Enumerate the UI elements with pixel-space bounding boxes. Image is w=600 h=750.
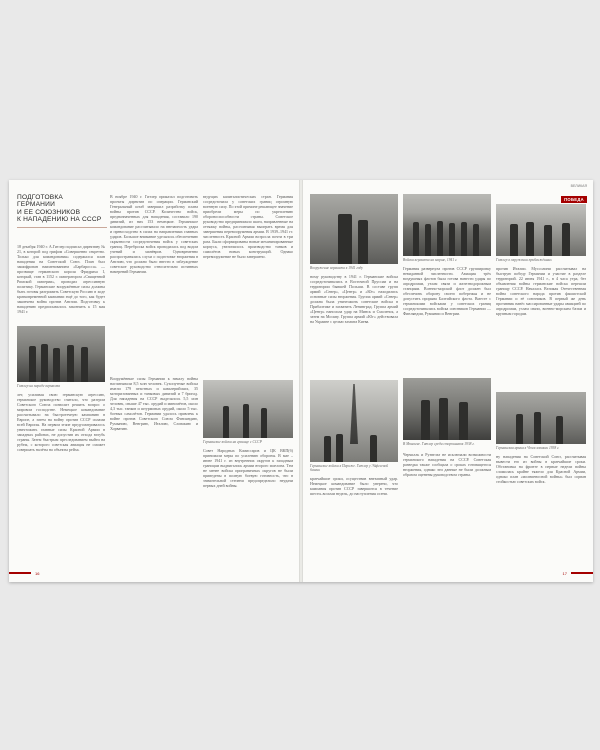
munich-photo xyxy=(403,378,491,440)
left-footer-bar xyxy=(9,572,31,574)
left-col2-text: В ноябре 1940 г. Гитлер приказал подготовить проекты директив по операции. Германский Генеральный штаб завершил разработку плана войны против СССР. Количество войск, предназначенных для нападения, составило 190 дивизий, из них 153 немецкие. Германское командование рассчитывало на внезапность удара и превосходство в силах на направлениях главных ударов. Большое внимание уделялось обеспечению скрытности сосредоточения войск у советских границ. Переброска войск проводилась под видом учений и манёвров. Одновременно распространялись слухи о подготовке вторжения в Англию, что должно было ввести в заблуждение советское руководство относительно истинных намерений Германии. xyxy=(110,194,198,274)
title-line-1: ПОДГОТОВКА xyxy=(17,194,64,201)
entourage-photo xyxy=(496,204,586,256)
right-col1-text: ному руководству в 1941 г. Германские войска сосредоточивались в Восточной Пруссии и на территории бывшей Польши. В составе групп армий «Север», «Центр» и «Юг» находились основные силы вторжения. Группа армий «Север» должна была уничтожить советские войска в Прибалтике и захватить Ленинград. Группа армий «Центр» наносила удар на Минск и Смоленск, а затем на Москву. Группа армий «Юг» действовала на Украине с целью захвата Киева. xyxy=(310,274,398,324)
left-page xyxy=(9,180,300,582)
entourage-caption: Гитлер в окружении приближённых xyxy=(496,258,552,262)
title-line-4: К НАПАДЕНИЮ НА СССР xyxy=(17,216,102,224)
czech-photo xyxy=(496,392,586,444)
czech-caption: Германская армия в Чехословакии 1938 г. xyxy=(496,446,560,450)
parade-caption: Гитлер на параде вермахта xyxy=(17,384,61,388)
left-col1-text: 18 декабря 1940 г. А.Гитлер подписал директиву № 21, в которой под грифом «Совершенно секретно. Только для командования» содержался план нападения на Советский Союз. План был зашифрован наименованием «Барбаросса» — прозвище германского короля Фридриха I, который, став в 1152 г. императором «Священной Римской империи», проводил агрессивную политику. Германские вооружённые силы должны быть готовы разгромить Советскую Россию в ходе кратковременной кампании ещё до того, как будет закончена война против Англии. Подготовку к нападению предписывалось закончить к 15 мая 1941 г. xyxy=(17,244,105,314)
left-page-number: 16 xyxy=(35,571,40,576)
right-footer-bar xyxy=(571,572,593,574)
right-col2-lower: Черчилль и Рузвельт не исключали возможности германского нападения на СССР. Советская разведка также сообщала о сроках готовящегося вторжения, однако эти данные не были должным образом оценены руководством страны. xyxy=(403,452,491,477)
right-col1-lower: кратчайшие сроки, осуществив внезапный удар. Немецкое командование было уверено, что кампания против СССР завершится в течение шести–восьми недель, до наступления осени. xyxy=(310,476,398,496)
left-col3-text: ведущих капиталистических стран. Германия сосредоточила у советских границ огромную военную силу. По этой причине решающее значение приобрели меры по укреплению обороноспособности страны. Советское руководство предпринимало шаги, направленные на оттяжку войны, рассчитывая выиграть время для завершения перевооружения армии. В 1939–1941 гг. численность Красной Армии возросла почти в три раза. Были сформированы новые механизированные корпуса, увеличилось производство танков и самолётов новых конструкций. Однако перевооружение не было завершено. xyxy=(203,194,293,259)
left-col1-lower: лет, усиливая свою германскую агрессию, германское руководство считало, что разгром Советского Союза позволит решить вопрос о мировом господстве. Немецкое командование рассчитывало на быстротечную кампанию в Европе, а затем на войну против СССР силами всей Европы. На первом этапе предусматривалось уничтожить главные силы Красной Армии в западных районах, не допустив их отхода вглубь страны. Затем быстрым преследованием выйти на рубеж, с которого советская авиация не сможет совершать налёты на объекты рейха. xyxy=(17,392,105,452)
weapons-photo xyxy=(310,194,398,264)
march-photo xyxy=(403,194,491,256)
weapons-caption: Вооружение вермахта в 1941 году xyxy=(310,266,363,270)
right-col2-text: Германия развернула против СССР группировку невиданной численности. Авиация трёх воздушных флотов была готова нанести удары по аэродромам, узлам связи и железнодорожным станциям. Военно-морской флот должен был обеспечить оборону своего побережья и не допустить прорыва Балтийского флота. Вместе с германскими войсками у советских границ сосредоточивались войска союзников Германии — Финляндии, Румынии и Венгрии. xyxy=(403,266,491,316)
right-page xyxy=(302,180,593,582)
left-col2-lower: Вооружённые силы Германии к началу войны насчитывали 8,5 млн человек. Сухопутные войска имели 179 пехотных и кавалерийских, 35 моторизованных и танковых дивизий и 7 бригад. Для нападения на СССР выделялось 5,5 млн человек, свыше 47 тыс. орудий и миномётов, около 4,3 тыс. танков и штурмовых орудий, около 5 тыс. боевых самолётов. Германии удалось привлечь к войне против Советского Союза Финляндию, Румынию, Венгрию, Италию, Словакию и Хорватию. xyxy=(110,376,198,431)
article-title xyxy=(17,194,107,228)
munich-caption: В Мюнхене. Гитлер среди сторонников 1938 г. xyxy=(403,442,475,446)
section-header xyxy=(561,184,587,206)
title-rule xyxy=(17,227,107,228)
border-caption: Германские войска на границе с СССР xyxy=(203,440,262,444)
paris-photo xyxy=(310,380,398,462)
right-col3-text: против Италии. Муссолини рассчитывал на быструю победу Германии и участие в разделе территорий. 22 июня 1941 г., в 4 часа утра, без объявления войны германские войска перешли границу СССР. Началась Великая Отечественная война советского народа против фашистской Германии и её союзников. В первый же день противник нанёс массированные удары авиацией по аэродромам, узлам связи, военно-морским базам и крупным городам. xyxy=(496,266,586,316)
header-small: ВЕЛИКАЯ xyxy=(570,184,587,188)
paris-caption: Германские войска в Париже. Гитлер у Эйфелевой башни xyxy=(310,464,389,473)
border-photo xyxy=(203,380,293,438)
parade-photo xyxy=(17,326,105,382)
left-col3-lower: Совет Народных Комиссаров и ЦК ВКП(б) принимали меры по усилению обороны. В мае – июне 1941 г. из внутренних округов к западным границам выдвигались армии второго эшелона. Тем не менее войска приграничных округов не были приведены в полную боевую готовность, что в значительной степени предопределило неудачи первых дней войны. xyxy=(203,448,293,488)
title-line-2: ГЕРМАНИИ xyxy=(17,201,56,209)
book-spread xyxy=(9,180,593,582)
header-badge: ПОБЕДА xyxy=(561,196,587,203)
right-page-number: 17 xyxy=(562,571,567,576)
march-caption: Войска вермахта на марше, 1941 г. xyxy=(403,258,458,262)
title-line-3: И ЕЕ СОЮЗНИКОВ xyxy=(17,208,81,216)
right-col3-lower: ну нападения на Советский Союз, рассчитывая вывести его из войны в кратчайшие сроки. Обстановка на фронте в первые недели войны сложилась крайне тяжело для Красной Армии, однако план «молниеносной войны» был сорван стойкостью советских войск. xyxy=(496,454,586,484)
